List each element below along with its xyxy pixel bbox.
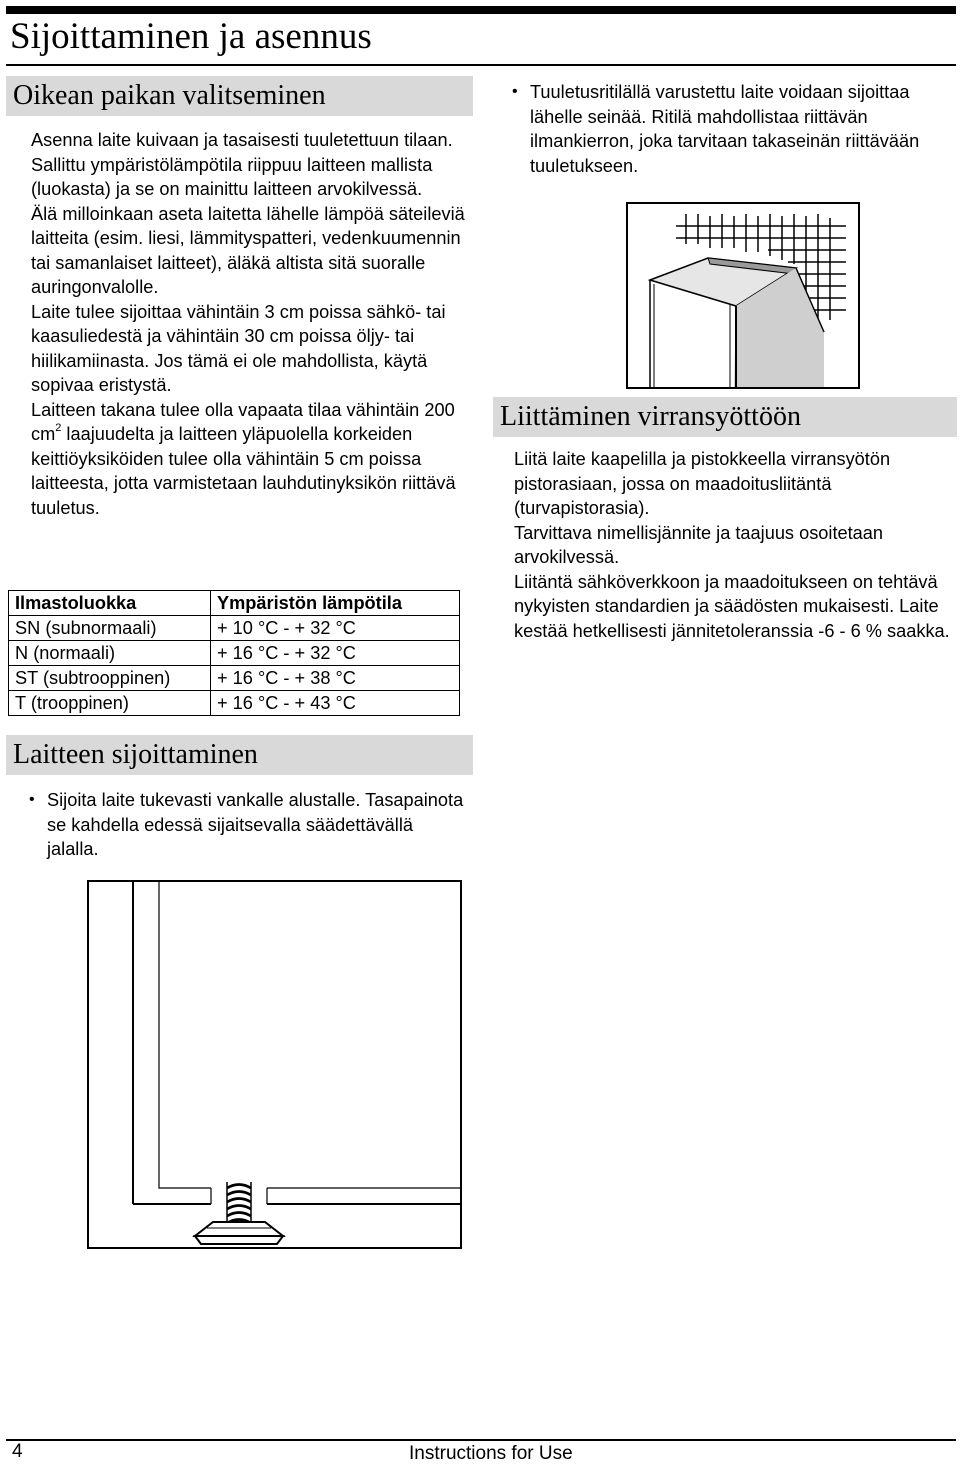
placement-paragraph: Laite tulee sijoittaa vähintäin 3 cm poissa sähkö- tai kaasuliedestä ja vähintäin 30 cm poissa öljy- tai hiilikamiinasta. Jos tämä ei ole mahdollista, käytä sopivaa eristystä.	[31, 301, 446, 395]
rear-space-paragraph	[31, 398, 471, 521]
table-row	[9, 641, 460, 666]
table-cell: + 16 °C - + 38 °C	[211, 666, 460, 691]
section-heading-positioning: Laitteen sijoittaminen	[6, 735, 473, 775]
table-row	[9, 691, 460, 716]
footer-rule	[6, 1439, 956, 1441]
placement-text	[31, 128, 471, 520]
ventilation-grille-drawing	[628, 204, 858, 387]
table-cell: + 10 °C - + 32 °C	[211, 616, 460, 641]
adjustable-foot-illustration	[87, 880, 462, 1249]
table-cell: N (normaali)	[9, 641, 211, 666]
table-row	[9, 666, 460, 691]
superscript: 2	[55, 421, 62, 434]
ventilation-bullet	[512, 80, 952, 178]
rear-space-text-b: laajuudelta ja laitteen yläpuolella korkeiden keittiöyksiköiden tulee olla vähintäin 5 cm poissa laitteesta, jotta varmistetaan lauhdutinyksikön riittävä tuuletus.	[31, 424, 456, 518]
table-cell: T (trooppinen)	[9, 691, 211, 716]
electrical-paragraph: Liitä laite kaapelilla ja pistokkeella virransyötön pistorasiaan, jossa on maadoitusliitäntä (turvapistorasia).	[514, 449, 891, 518]
rear-space-text-a: Laitteen takana tulee olla vapaata tilaa vähintäin 200 cm	[31, 399, 455, 444]
ventilation-grille-illustration	[626, 202, 860, 389]
table-cell: SN (subnormaali)	[9, 616, 211, 641]
bullet-text: Sijoita laite tukevasti vankalle alustalle. Tasapainota se kahdella edessä sijaitsevalla säädettävällä jalalla.	[47, 790, 464, 859]
electrical-paragraph: Tarvittava nimellisjännite ja taajuus osoitetaan arvokilvessä.	[514, 522, 884, 567]
table-cell: ST (subtrooppinen)	[9, 666, 211, 691]
table-row	[9, 616, 460, 641]
top-rule	[6, 6, 956, 14]
page-title: Sijoittaminen ja asennus	[10, 16, 372, 57]
title-rule	[6, 64, 956, 66]
table-cell: + 16 °C - + 32 °C	[211, 641, 460, 666]
placement-paragraph: Asenna laite kuivaan ja tasaisesti tuuletettuun tilaan. Sallittu ympäristölämpötila riippuu laitteen mallista (luokasta) ja se on mainittu laitteen arvokilvessä.	[31, 130, 453, 199]
table-header-cell: Ilmastoluokka	[9, 591, 211, 616]
electrical-text	[514, 447, 954, 643]
positioning-bullet	[29, 788, 469, 862]
placement-paragraph: Älä milloinkaan aseta laitetta lähelle lämpöä säteileviä laitteita (esim. liesi, lämmityspatteri, vedenkuumennin tai samanlaiset laitteet), äläkä altista sitä suoralle auringonvalolle.	[31, 203, 465, 297]
table-header-row	[9, 591, 460, 616]
adjustable-foot-drawing	[89, 882, 460, 1247]
page-number: 4	[12, 1441, 23, 1462]
bullet-icon: •	[512, 83, 518, 100]
electrical-paragraph: Liitäntä sähköverkkoon ja maadoitukseen on tehtävä nykyisten standardien ja säädösten mukaisesti. Laite kestää hetkellisesti jännitetoleranssia -6 - 6 % saakka.	[514, 571, 950, 641]
climate-class-table	[8, 590, 460, 716]
table-header-cell: Ympäristön lämpötila	[211, 591, 460, 616]
section-heading-placement: Oikean paikan valitseminen	[6, 76, 473, 116]
footer-title: Instructions for Use	[409, 1443, 573, 1464]
table-cell: + 16 °C - + 43 °C	[211, 691, 460, 716]
bullet-icon: •	[29, 791, 35, 808]
bullet-text: Tuuletusritilällä varustettu laite voidaan sijoittaa lähelle seinää. Ritilä mahdollistaa riittävän ilmankierron, joka tarvitaan takaseinän riittävään tuuletukseen.	[530, 82, 920, 176]
section-heading-electrical: Liittäminen virransyöttöön	[493, 397, 957, 437]
